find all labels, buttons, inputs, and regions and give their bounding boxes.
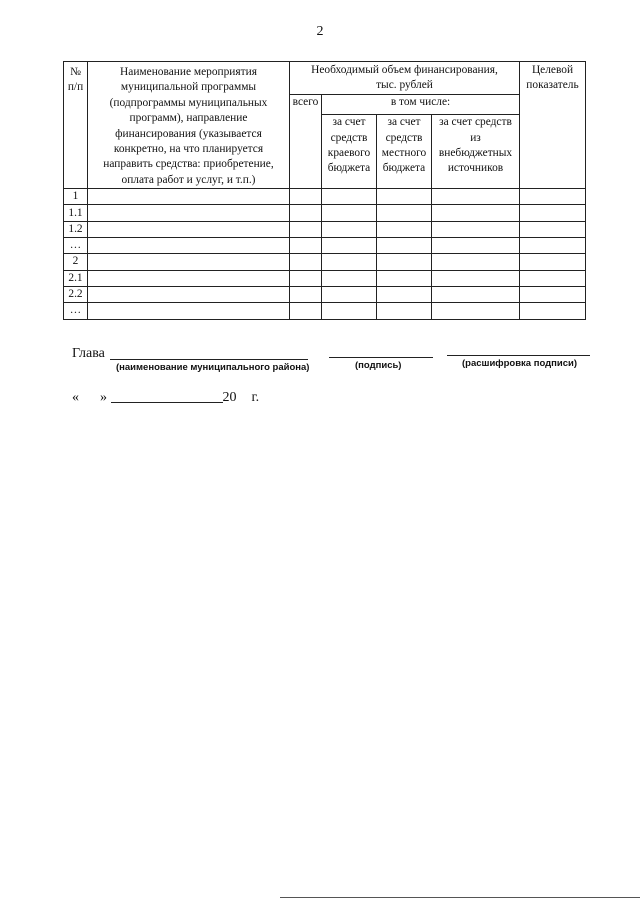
cell[interactable] [88,270,290,286]
decoding-caption: (расшифровка подписи) [462,358,578,369]
cell[interactable] [290,221,322,237]
financing-table [63,61,586,320]
table-row [64,238,586,254]
cell[interactable] [290,238,322,254]
cell[interactable] [432,221,520,237]
cell[interactable] [520,286,586,302]
cell[interactable] [290,205,322,221]
header-offbudget: за счет средств из внебюджетных источников [432,115,520,189]
cell[interactable] [322,254,377,270]
cell[interactable] [377,286,432,302]
cell[interactable] [290,189,322,205]
footer-divider [280,897,640,898]
cell[interactable] [432,286,520,302]
row-number: … [64,238,88,254]
signature-line[interactable] [329,357,433,358]
header-target: Целевой показатель [520,62,586,189]
cell[interactable] [520,254,586,270]
header-num: № п/п [64,62,88,189]
row-number: 2.1 [64,270,88,286]
cell[interactable] [520,303,586,319]
cell[interactable] [322,205,377,221]
table-row [64,303,586,319]
row-number: 2 [64,254,88,270]
cell[interactable] [322,286,377,302]
cell[interactable] [377,221,432,237]
district-name-line[interactable] [110,359,308,360]
cell[interactable] [377,205,432,221]
cell[interactable] [290,270,322,286]
header-name: Наименование мероприятия муниципальной программы (подпрограммы муниципальных программ), направление финансирования (указывается конкретно, на что планируется направить средства: приобретение, оплата работ и услуг, и т.п.) [88,62,290,189]
cell[interactable] [290,303,322,319]
cell[interactable] [520,205,586,221]
date-row [72,390,259,406]
cell[interactable] [322,238,377,254]
row-number: 1 [64,189,88,205]
close-quote: » [100,390,107,405]
cell[interactable] [322,270,377,286]
cell[interactable] [377,189,432,205]
cell[interactable] [88,221,290,237]
table-row [64,286,586,302]
table-row [64,270,586,286]
table-row [64,254,586,270]
row-number: … [64,303,88,319]
cell[interactable] [322,221,377,237]
table-row [64,205,586,221]
cell[interactable] [322,303,377,319]
date-line[interactable] [111,402,223,403]
row-number: 1.2 [64,221,88,237]
year-prefix: 20 [222,390,237,405]
cell[interactable] [432,254,520,270]
cell[interactable] [432,238,520,254]
cell[interactable] [377,238,432,254]
header-local: за счет средств местного бюджета [377,115,432,189]
signature-decoding-line[interactable] [447,355,590,356]
cell[interactable] [432,205,520,221]
header-total: всего [290,94,322,188]
cell[interactable] [88,238,290,254]
header-including: в том числе: [322,94,520,114]
cell[interactable] [520,189,586,205]
cell[interactable] [432,270,520,286]
cell[interactable] [432,189,520,205]
cell[interactable] [520,270,586,286]
table-row [64,221,586,237]
table-row [64,189,586,205]
cell[interactable] [88,254,290,270]
row-number: 2.2 [64,286,88,302]
open-quote: « [72,390,79,405]
cell[interactable] [88,205,290,221]
cell[interactable] [520,221,586,237]
cell[interactable] [290,254,322,270]
cell[interactable] [520,238,586,254]
cell[interactable] [432,303,520,319]
cell[interactable] [88,303,290,319]
cell[interactable] [290,286,322,302]
row-number: 1.1 [64,205,88,221]
cell[interactable] [88,286,290,302]
header-financing: Необходимый объем финансирования, тыс. рублей [290,62,520,95]
cell[interactable] [322,189,377,205]
signature-caption: (подпись) [355,360,402,371]
district-caption: (наименование муниципального района) [116,362,310,373]
cell[interactable] [377,270,432,286]
header-regional: за счет средств краевого бюджета [322,115,377,189]
cell[interactable] [88,189,290,205]
glava-label: Глава [72,346,105,361]
year-suffix: г. [251,390,260,405]
cell[interactable] [377,254,432,270]
page-number: 2 [316,24,324,39]
cell[interactable] [377,303,432,319]
